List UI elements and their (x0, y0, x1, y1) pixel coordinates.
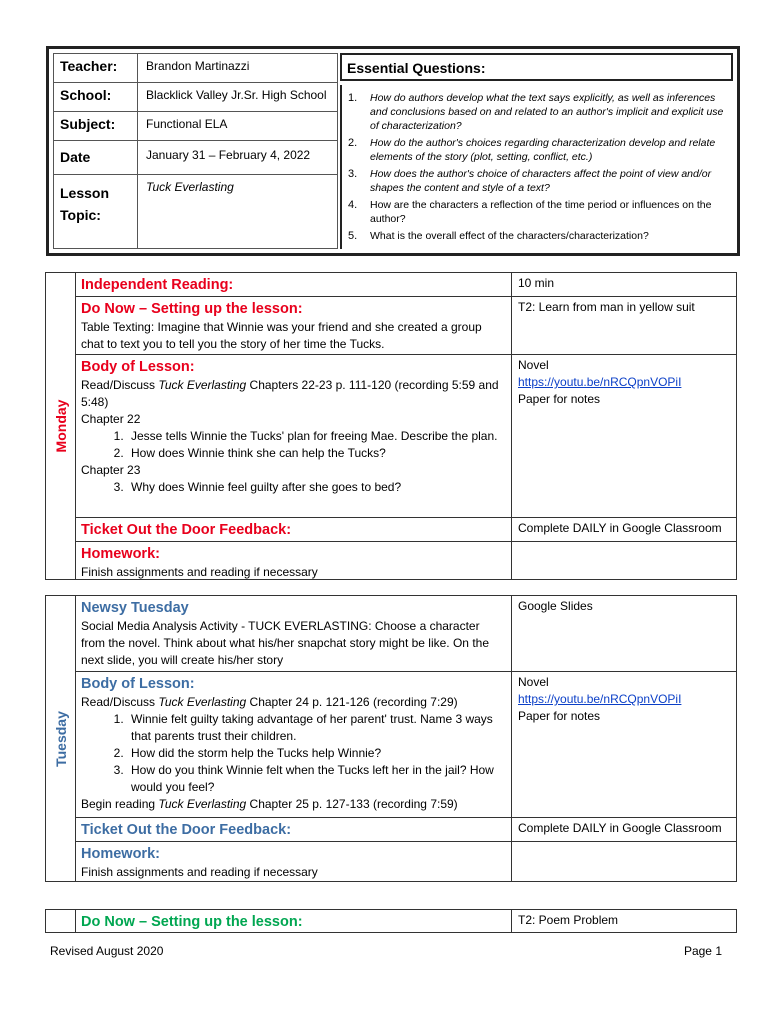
homework-title: Homework: (81, 546, 160, 562)
question-item: 3. Why does Winnie feel guilty after she goes to bed? (127, 479, 505, 496)
question-item (342, 91, 733, 133)
revised-note: Revised August 2020 (50, 944, 164, 958)
chapter-heading: Chapter 22 (81, 412, 141, 426)
homework-text: Finish assignments and reading if necessary (81, 565, 318, 579)
body-of-lesson-row (75, 672, 736, 818)
topic-label-line2: Topic: (60, 207, 101, 223)
topic-label (54, 175, 138, 248)
lesson-header (46, 46, 740, 256)
page-number: Page 1 (683, 944, 722, 958)
topic-row (54, 175, 337, 248)
monday-side (46, 273, 76, 579)
wednesday-table (45, 909, 737, 933)
ticket-title: Ticket Out the Door Feedback: (81, 822, 292, 838)
body-resources (518, 674, 732, 725)
question-number: 4. (348, 199, 358, 211)
subject-value: Functional ELA (146, 117, 228, 131)
resource-paper: Paper for notes (518, 709, 601, 723)
question-number: 1. (348, 92, 358, 104)
homework-text: Finish assignments and reading if necessary (81, 865, 318, 879)
date-label: Date (54, 141, 138, 174)
do-now-resource: T2: Poem Problem (518, 913, 619, 927)
body-resources (518, 357, 732, 408)
subject-row (54, 112, 337, 141)
essential-questions-title: Essential Questions: (340, 53, 733, 81)
do-now-resource: T2: Learn from man in yellow suit (518, 300, 695, 314)
newsy-tuesday-text: Social Media Analysis Activity - TUCK EVERLASTING: Choose a character from the novel. Think about what his/her snapchat story might be like. On the next slide, you will create his/her story (81, 619, 489, 667)
question-number: 3. (348, 168, 358, 180)
question-item: 2. How did the storm help the Tucks help Winnie? (127, 745, 505, 762)
reading-time: 10 min (518, 276, 555, 290)
begin-reading (81, 796, 505, 813)
question-number: 2. (348, 137, 358, 149)
homework-title: Homework: (81, 846, 160, 862)
topic-label-line1: Lesson (60, 185, 110, 201)
question-text: How are the characters a reflection of the time period or influences on the author? (370, 199, 712, 225)
reading-suffix: Chapter 24 p. 121-126 (recording 7:29) (246, 695, 458, 709)
independent-reading-row (75, 273, 736, 297)
wednesday-side (46, 910, 76, 932)
begin-prefix: Begin reading (81, 797, 159, 811)
book-title: Tuck Everlasting (158, 378, 247, 392)
question-item (342, 198, 733, 226)
resource-paper: Paper for notes (518, 392, 601, 406)
independent-reading-title: Independent Reading: (81, 277, 234, 293)
question-number: 5. (348, 230, 358, 242)
question-list (81, 428, 505, 462)
ticket-row (75, 818, 736, 842)
essential-questions (340, 53, 733, 249)
tuesday-table (45, 595, 737, 882)
question-item: 1. Jesse tells Winnie the Tucks' plan for freeing Mae. Describe the plan. (127, 428, 505, 445)
book-title: Tuck Everlasting (158, 797, 247, 811)
body-of-lesson-row (75, 355, 736, 518)
ticket-resource: Complete DAILY in Google Classroom (518, 521, 722, 535)
reading-prefix: Read/Discuss (81, 695, 159, 709)
do-now-row (75, 910, 736, 932)
reading-assignment (81, 694, 505, 711)
teacher-label: Teacher: (54, 54, 138, 82)
homework-row (75, 842, 736, 881)
teacher-row (54, 54, 337, 83)
question-text: How does the author's choice of characters affect the point of view and/or shapes the content and style of a text? (370, 168, 712, 194)
question-list (81, 711, 505, 796)
do-now-title: Do Now – Setting up the lesson: (81, 301, 303, 317)
question-item (342, 167, 733, 195)
essential-questions-list (340, 85, 733, 249)
lesson-info-table (53, 53, 338, 249)
resource-novel: Novel (518, 675, 549, 689)
newsy-tuesday-row (75, 596, 736, 672)
question-item (342, 136, 733, 164)
monday-label: Monday (52, 399, 69, 453)
question-text: How do authors develop what the text says explicitly, as well as inferences and conclusions based on and related to an author's implicit and explicit use of characterization? (370, 92, 724, 132)
begin-suffix: Chapter 25 p. 127-133 (recording 7:59) (246, 797, 458, 811)
subject-label: Subject: (54, 112, 138, 140)
do-now-row (75, 297, 736, 355)
body-of-lesson-title: Body of Lesson: (81, 676, 195, 692)
resource-novel: Novel (518, 358, 549, 372)
date-value: January 31 – February 4, 2022 (146, 148, 311, 162)
ticket-row (75, 518, 736, 542)
body-of-lesson-title: Body of Lesson: (81, 359, 195, 375)
tuesday-side (46, 596, 76, 881)
newsy-tuesday-title: Newsy Tuesday (81, 600, 189, 616)
reading-suffix: Chapters 22-23 p. 111-120 (recording 5:59 and 5:48) (81, 378, 499, 409)
question-item: 2. How does Winnie think she can help the Tucks? (127, 445, 505, 462)
school-row (54, 83, 337, 112)
tuesday-label: Tuesday (52, 710, 69, 767)
newsy-resource: Google Slides (518, 599, 593, 613)
question-text: What is the overall effect of the characters/characterization? (370, 230, 649, 242)
video-link[interactable]: https://youtu.be/nRCQpnVOPiI (518, 692, 682, 706)
school-value: Blacklick Valley Jr.Sr. High School (146, 88, 327, 102)
do-now-text: Table Texting: Imagine that Winnie was your friend and she created a group chat to text you to tell you the story of her time the Tucks. (81, 320, 482, 351)
date-row (54, 141, 337, 175)
monday-table (45, 272, 737, 580)
reading-assignment (81, 377, 505, 411)
teacher-value: Brandon Martinazzi (146, 59, 250, 73)
topic-value: Tuck Everlasting (146, 180, 234, 194)
question-item: 3. How do you think Winnie felt when the Tucks left her in the jail? How would you feel? (127, 762, 505, 796)
chapter-heading: Chapter 23 (81, 463, 141, 477)
homework-row (75, 542, 736, 579)
video-link[interactable]: https://youtu.be/nRCQpnVOPiI (518, 375, 682, 389)
question-item: 1. Winnie felt guilty taking advantage of her parent' trust. Name 3 ways that parents trust their children. (127, 711, 505, 745)
question-list (81, 479, 505, 496)
do-now-title: Do Now – Setting up the lesson: (81, 914, 303, 930)
school-label: School: (54, 83, 138, 111)
reading-prefix: Read/Discuss (81, 378, 159, 392)
ticket-resource: Complete DAILY in Google Classroom (518, 821, 722, 835)
book-title: Tuck Everlasting (158, 695, 247, 709)
question-text: How do the author's choices regarding characterization develop and relate elements of the story (plot, setting, conflict, etc.) (370, 137, 716, 163)
ticket-title: Ticket Out the Door Feedback: (81, 522, 292, 538)
question-item (342, 229, 733, 243)
